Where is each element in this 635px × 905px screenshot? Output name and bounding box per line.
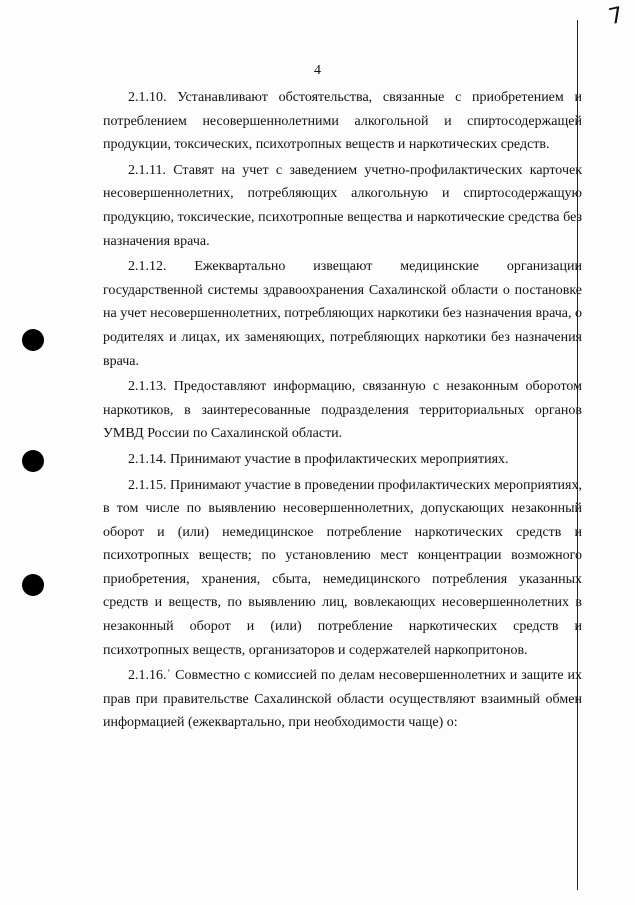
paragraph-2-1-13: 2.1.13. Предоставляют информацию, связанную с незаконным оборотом наркотиков, в заинтересованные подразделения территориальных органов УМВД России по Сахалинской области. — [103, 379, 582, 442]
paragraph-2-1-14: 2.1.14. Принимают участие в профилактических мероприятиях. — [128, 451, 509, 467]
body-text — [103, 86, 582, 735]
paragraph-2-1-11: 2.1.11. Ставят на учет с заведением учетно-профилактических карточек несовершеннолетних, потребляющих алкогольную и спиртосодержащую продукцию, токсические, психотропные вещества и наркотические средства без назначения врача. — [103, 162, 582, 249]
paragraph-2-1-15: 2.1.15. Принимают участие в проведении профилактических мероприятиях, в том числе по выявлению несовершеннолетних, допускающих незаконный оборот и (или) немедицинское потребление наркотических средств и психотропных веществ; по установлению мест концентрации возможного приобретения, хранения, сбыта, немедицинского потребления указанных средств и веществ, по выявлению лиц, вовлекающих несовершеннолетних в незаконный оборот и (или) потребление наркотических средств и психотропных веществ, организаторов и содержателей наркопритонов. — [103, 477, 582, 658]
punch-hole — [22, 574, 44, 596]
paragraph-2-1-12: 2.1.12. Ежеквартально извещают медицинские организации государственной системы здравоохранения Сахалинской области о постановке на учет несовершеннолетних, потребляющих наркотики без назначения врача, о родителях и лицах, их заменяющих, потребляющих наркотики без назначения врача. — [103, 259, 582, 369]
punch-hole — [22, 329, 44, 351]
paragraph-2-1-10: 2.1.10. Устанавливают обстоятельства, связанные с приобретением и потреблением несовершеннолетними алкогольной и спиртосодержащей продукции, токсических, психотропных веществ и наркотических средств. — [103, 90, 582, 153]
page-number: 4 — [314, 63, 321, 78]
paragraph-2-1-16: 2.1.16.ˈ Совместно с комиссией по делам несовершеннолетних и защите их прав при правительстве Сахалинской области осуществляют взаимный обмен информацией (ежеквартально, при необходимости чаще) о: — [103, 668, 582, 731]
handwritten-page-mark: 7 — [606, 2, 626, 31]
punch-hole — [22, 450, 44, 472]
